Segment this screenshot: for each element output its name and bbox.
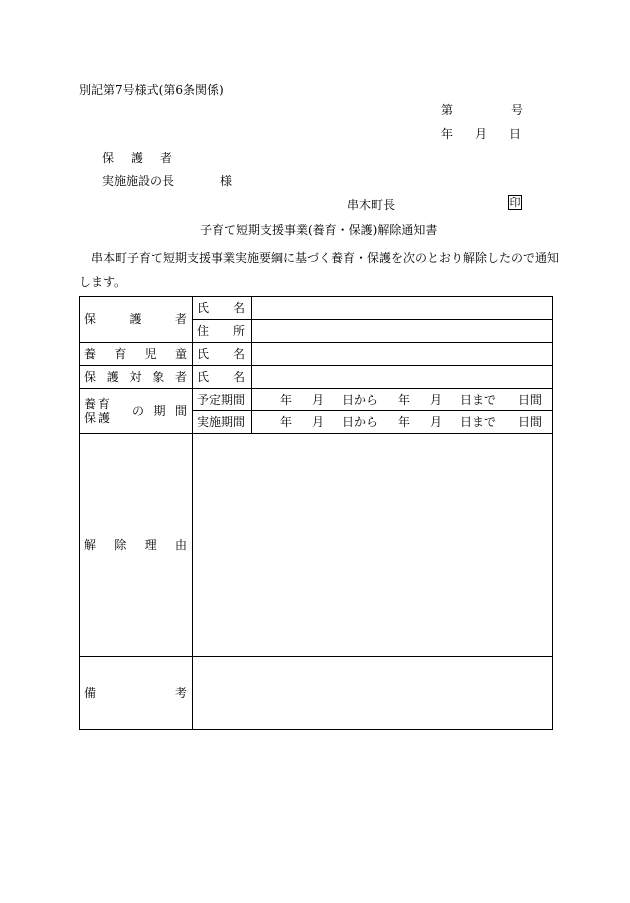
date-day: 日 [508, 127, 521, 141]
date-year: 年 [441, 127, 454, 141]
label-char: 理 [144, 537, 157, 552]
period-until: 日まで [460, 415, 497, 430]
addressee-guardian [102, 149, 172, 166]
label-char: 対 [129, 369, 142, 384]
label-char: 氏 [197, 346, 210, 361]
child-name-value[interactable] [252, 343, 553, 366]
scheduled-period-value[interactable] [252, 389, 553, 411]
body-line-1: 串本町子育て短期支援事業実施要綱に基づく養育・保護を次のとおり解除したので通知 [91, 251, 560, 265]
guardian-name-label-cell [193, 297, 252, 320]
document-number [441, 101, 523, 118]
address-label [197, 324, 245, 338]
period-month: 月 [312, 392, 325, 407]
period-label-tail [110, 404, 187, 418]
label-char: 者 [174, 312, 187, 327]
period-label [84, 397, 187, 425]
remarks-value[interactable] [193, 656, 553, 729]
guardian-address-value[interactable] [252, 320, 553, 343]
guardian-label [84, 312, 187, 326]
label-char: 考 [174, 685, 187, 700]
protected-label [84, 370, 187, 384]
label-char: 者 [174, 369, 187, 384]
issuer-name: 串木町長 [347, 198, 396, 212]
child-row [80, 343, 553, 366]
label-char: 養 [84, 346, 97, 361]
period-month: 月 [430, 415, 443, 430]
label-char: 児 [144, 346, 157, 361]
period-label-cell [80, 389, 193, 434]
label-char: 護 [97, 411, 110, 426]
period-year: 年 [280, 415, 293, 430]
guardian-label-cell [80, 297, 193, 343]
label-char: 童 [174, 346, 187, 361]
label-char: 護 [129, 312, 142, 327]
addressee-char: 保 [102, 151, 115, 165]
document-date [441, 125, 521, 142]
guardian-name-value[interactable] [252, 297, 553, 320]
period-year: 年 [398, 392, 411, 407]
name-label [197, 301, 245, 315]
body-line-2: します。 [79, 275, 127, 289]
remarks-label-cell [80, 656, 193, 729]
period-month: 月 [430, 392, 443, 407]
notice-form-table [79, 296, 553, 730]
label-char: 保 [84, 312, 97, 327]
protected-name-label-cell [193, 366, 252, 389]
period-label-stack [84, 397, 110, 425]
label-char: の [132, 404, 145, 419]
scheduled-period-label: 予定期間 [193, 389, 252, 411]
label-char: 由 [174, 537, 187, 552]
period-days: 日間 [518, 392, 543, 407]
label-char: 保 [84, 411, 97, 426]
protected-name-value[interactable] [252, 366, 553, 389]
label-char: 護 [106, 369, 119, 384]
addressee-honorific: 様 [220, 174, 233, 188]
form-label: 別記第7号様式(第6条関係) [79, 83, 224, 97]
label-char: 氏 [197, 369, 210, 384]
period-year: 年 [280, 392, 293, 407]
label-char: 保 [84, 369, 97, 384]
label-char: 備 [84, 685, 97, 700]
addressee-char: 護 [130, 151, 143, 165]
remarks-row [80, 656, 553, 729]
period-days: 日間 [518, 415, 543, 430]
name-label [197, 347, 245, 361]
date-month: 月 [474, 127, 487, 141]
period-label-top [84, 397, 110, 411]
reason-label-cell [80, 434, 193, 657]
number-prefix: 第 [441, 103, 454, 117]
guardian-name-row [80, 297, 553, 320]
period-year: 年 [398, 415, 411, 430]
period-until: 日まで [460, 392, 497, 407]
label-char: 育 [97, 397, 110, 412]
guardian-address-label-cell [193, 320, 252, 343]
period-from: 日から [342, 415, 379, 430]
label-char: 除 [114, 537, 127, 552]
actual-period-label: 実施期間 [193, 411, 252, 434]
label-char: 住 [197, 323, 210, 338]
seal-mark [508, 195, 522, 210]
addressee-facility-head: 実施施設の長 [102, 174, 175, 188]
period-from: 日から [342, 392, 379, 407]
label-char: 名 [232, 369, 245, 384]
period-month: 月 [312, 415, 325, 430]
label-char: 氏 [197, 300, 210, 315]
seal-stamp: 印 [509, 196, 521, 209]
label-char: 名 [232, 346, 245, 361]
label-char: 象 [152, 369, 165, 384]
label-char: 期 [153, 404, 166, 419]
name-label [197, 370, 245, 384]
document-title: 子育て短期支援事業(養育・保護)解除通知書 [200, 223, 438, 237]
reason-label [84, 538, 187, 552]
remarks-label [84, 686, 187, 700]
label-char: 養 [84, 397, 97, 412]
protected-row [80, 366, 553, 389]
label-char: 所 [232, 323, 245, 338]
label-char: 間 [174, 404, 187, 419]
protected-label-cell [80, 366, 193, 389]
reason-value[interactable] [193, 434, 553, 657]
label-char: 名 [232, 300, 245, 315]
scheduled-period-row [80, 389, 553, 411]
addressee-char: 者 [159, 151, 172, 165]
actual-period-value[interactable] [252, 411, 553, 434]
reason-row [80, 434, 553, 657]
number-suffix: 号 [510, 103, 523, 117]
child-label [84, 347, 187, 361]
period-label-bottom [84, 411, 110, 425]
label-char: 解 [84, 537, 97, 552]
label-char: 育 [114, 346, 127, 361]
child-label-cell [80, 343, 193, 366]
child-name-label-cell [193, 343, 252, 366]
